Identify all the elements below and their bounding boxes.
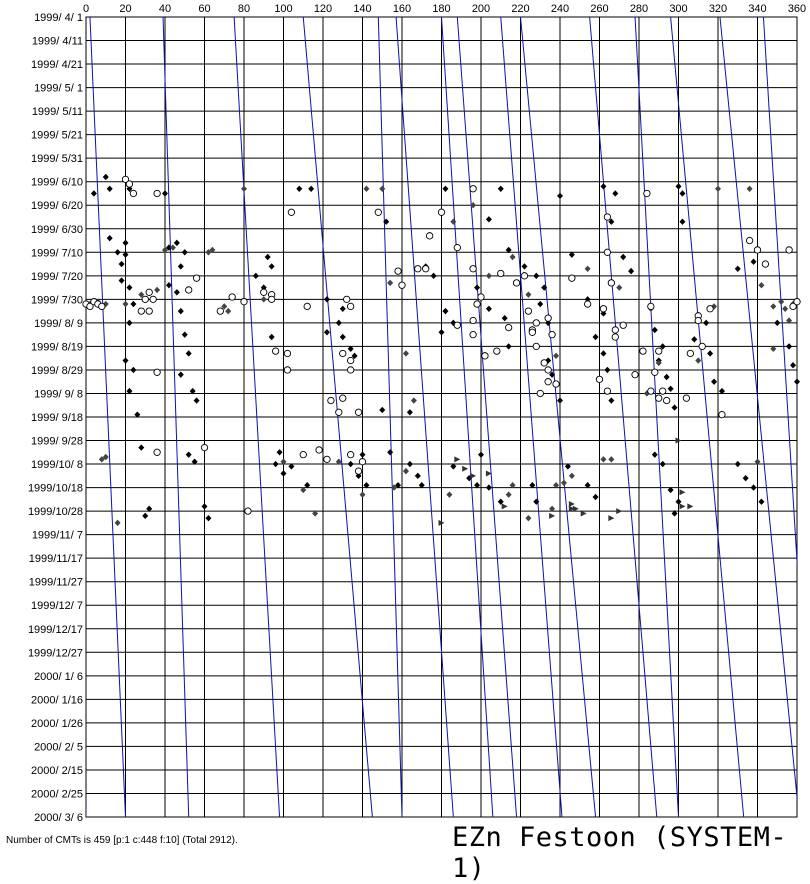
data-point-open: [604, 388, 610, 394]
data-point-open: [584, 301, 590, 307]
data-point-open: [154, 190, 160, 196]
data-point-open: [746, 237, 752, 243]
data-point-open: [719, 411, 725, 417]
x-tick-label: 120: [313, 3, 333, 15]
y-tick-label: 1999/ 7/20: [31, 270, 83, 283]
data-point-open: [426, 233, 432, 239]
data-point-open: [288, 209, 294, 215]
data-point-open: [794, 299, 800, 305]
x-tick-label: 40: [158, 3, 172, 15]
data-point-open: [644, 190, 650, 196]
data-point-open: [355, 468, 361, 474]
data-point-open: [612, 334, 618, 340]
data-point-open: [201, 444, 207, 450]
data-point-open: [304, 303, 310, 309]
data-point-open: [482, 353, 488, 359]
data-point-open: [513, 280, 519, 286]
data-point-open: [268, 296, 274, 302]
y-tick-label: 1999/ 9/18: [31, 412, 83, 424]
chart-title: EZn Festoon (SYSTEM-1): [452, 822, 788, 884]
data-point-open: [754, 247, 760, 253]
data-point-open: [545, 315, 551, 321]
y-tick-label: 1999/ 8/29: [31, 364, 83, 377]
data-point-open: [656, 395, 662, 401]
y-tick-label: 2000/ 1/26: [31, 717, 83, 730]
y-tick-label: 1999/ 4/ 1: [34, 12, 83, 24]
data-point-open: [130, 190, 136, 196]
y-tick-label: 1999/12/17: [27, 623, 83, 636]
data-point-open: [470, 186, 476, 192]
data-point-open: [762, 261, 768, 267]
data-point-open: [498, 270, 504, 276]
data-point-open: [423, 266, 429, 272]
x-tick-label: 280: [629, 3, 649, 15]
y-tick-label: 1999/ 8/ 9: [34, 317, 83, 330]
data-point-open: [612, 327, 618, 333]
y-tick-label: 1999/ 6/30: [31, 223, 83, 236]
y-tick-label: 1999/ 8/19: [31, 341, 83, 354]
y-tick-label: 1999/12/27: [27, 647, 83, 660]
y-tick-label: 2000/ 2/ 5: [34, 741, 83, 754]
data-point-open: [126, 181, 132, 187]
data-point-open: [359, 459, 365, 465]
y-tick-label: 1999/ 7/10: [31, 247, 83, 260]
data-point-open: [656, 348, 662, 354]
data-point-open: [340, 350, 346, 356]
data-point-open: [525, 308, 531, 314]
data-point-open: [186, 287, 192, 293]
y-tick-label: 1999/ 6/20: [31, 200, 83, 213]
data-point-open: [648, 388, 654, 394]
data-point-open: [340, 395, 346, 401]
data-point-open: [154, 449, 160, 455]
data-point-open: [438, 209, 444, 215]
x-tick-label: 60: [198, 3, 211, 15]
data-point-open: [549, 331, 555, 337]
y-tick-label: 1999/11/ 7: [31, 529, 83, 542]
y-tick-label: 1999/12/ 7: [31, 600, 83, 613]
data-point-open: [660, 388, 666, 394]
data-point-open: [652, 369, 658, 375]
data-point-open: [229, 294, 235, 300]
data-point-open: [272, 348, 278, 354]
data-point-open: [600, 306, 606, 312]
data-point-open: [261, 289, 267, 295]
y-tick-label: 1999/10/28: [27, 506, 83, 519]
y-tick-label: 1999/11/17: [28, 553, 83, 566]
y-tick-label: 2000/ 2/15: [31, 764, 83, 777]
x-tick-label: 360: [787, 3, 807, 15]
data-point-open: [142, 296, 148, 302]
data-point-open: [193, 275, 199, 281]
y-tick-label: 1999/11/27: [28, 576, 83, 589]
data-point-open: [470, 317, 476, 323]
data-point-open: [529, 329, 535, 335]
data-point-open: [699, 343, 705, 349]
data-point-open: [347, 451, 353, 457]
data-point-open: [146, 308, 152, 314]
data-point-open: [541, 360, 547, 366]
data-point-open: [150, 296, 156, 302]
y-tick-label: 1999/ 5/11: [31, 106, 83, 119]
x-tick-label: 180: [432, 3, 451, 15]
data-point-open: [138, 308, 144, 314]
data-point-open: [399, 282, 405, 288]
y-tick-label: 2000/ 1/ 6: [34, 670, 83, 683]
data-point-open: [663, 397, 669, 403]
x-tick-label: 100: [274, 3, 293, 15]
data-point-open: [505, 324, 511, 330]
data-point-open: [415, 266, 421, 272]
data-point-open: [640, 348, 646, 354]
data-point-open: [683, 395, 689, 401]
data-point-open: [533, 343, 539, 349]
y-tick-label: 2000/ 3/ 6: [34, 812, 83, 824]
y-tick-label: 1999/ 9/28: [31, 435, 83, 448]
data-point-open: [347, 357, 353, 363]
x-tick-label: 140: [353, 3, 372, 15]
x-tick-label: 300: [669, 3, 688, 15]
x-tick-label: 20: [119, 3, 132, 15]
cmt-count-note: Number of CMTs is 459 [p:1 c:448 f:10] (Total 2912).: [6, 835, 238, 846]
y-tick-label: 1999/ 7/30: [31, 294, 83, 307]
y-tick-label: 1999/ 5/31: [31, 153, 83, 166]
data-point-open: [454, 322, 460, 328]
x-tick-label: 0: [82, 3, 90, 15]
x-tick-label: 220: [511, 3, 530, 15]
data-point-open: [284, 350, 290, 356]
y-tick-label: 1999/ 5/21: [31, 129, 83, 142]
x-tick-label: 320: [708, 3, 728, 15]
x-tick-label: 80: [237, 3, 251, 15]
data-point-open: [328, 397, 334, 403]
data-point-open: [494, 348, 500, 354]
data-point-open: [687, 350, 693, 356]
y-tick-label: 1999/ 5/ 1: [34, 82, 83, 95]
data-point-open: [632, 371, 638, 377]
data-point-open: [324, 456, 330, 462]
x-tick-label: 260: [590, 3, 609, 15]
data-point-open: [344, 296, 350, 302]
data-point-open: [300, 451, 306, 457]
data-point-open: [217, 308, 223, 314]
y-tick-label: 2000/ 1/16: [31, 694, 83, 707]
data-point-open: [470, 331, 476, 337]
data-point-open: [695, 317, 701, 323]
data-point-open: [786, 247, 792, 253]
y-tick-label: 1999/10/18: [27, 482, 83, 495]
data-point-open: [316, 447, 322, 453]
data-point-open: [707, 306, 713, 312]
data-point-open: [336, 409, 342, 415]
data-point-open: [533, 320, 539, 326]
y-tick-label: 1999/ 4/21: [31, 59, 83, 72]
y-tick-label: 1999/ 4/11: [31, 35, 83, 48]
data-point-open: [648, 303, 654, 309]
y-tick-label: 1999/10/ 8: [31, 459, 83, 472]
x-tick-label: 160: [392, 3, 412, 15]
y-tick-label: 1999/ 6/10: [31, 176, 83, 189]
data-point-open: [474, 301, 480, 307]
data-point-open: [245, 508, 251, 514]
data-point-open: [99, 303, 105, 309]
data-point-open: [284, 367, 290, 373]
data-point-open: [470, 266, 476, 272]
data-point-open: [521, 273, 527, 279]
data-point-open: [241, 299, 247, 305]
data-point-open: [347, 367, 353, 373]
data-point-open: [154, 369, 160, 375]
data-point-open: [454, 244, 460, 250]
x-tick-label: 200: [471, 3, 491, 15]
data-point-open: [375, 209, 381, 215]
data-point-open: [395, 268, 401, 274]
data-point-open: [478, 294, 484, 300]
data-point-open: [596, 376, 602, 382]
x-tick-label: 240: [550, 3, 570, 15]
data-point-open: [347, 303, 353, 309]
data-point-open: [146, 289, 152, 295]
data-point-open: [545, 379, 551, 385]
data-point-open: [620, 322, 626, 328]
y-tick-label: 1999/ 9/ 8: [34, 388, 83, 401]
data-point-open: [545, 367, 551, 373]
data-point-open: [608, 280, 614, 286]
data-point-open: [569, 275, 575, 281]
data-point-open: [355, 409, 361, 415]
x-tick-label: 340: [748, 3, 767, 15]
y-tick-label: 2000/ 2/25: [31, 788, 83, 801]
data-point-open: [604, 249, 610, 255]
data-point-open: [604, 214, 610, 220]
data-point-open: [553, 381, 559, 387]
data-point-open: [537, 390, 543, 396]
